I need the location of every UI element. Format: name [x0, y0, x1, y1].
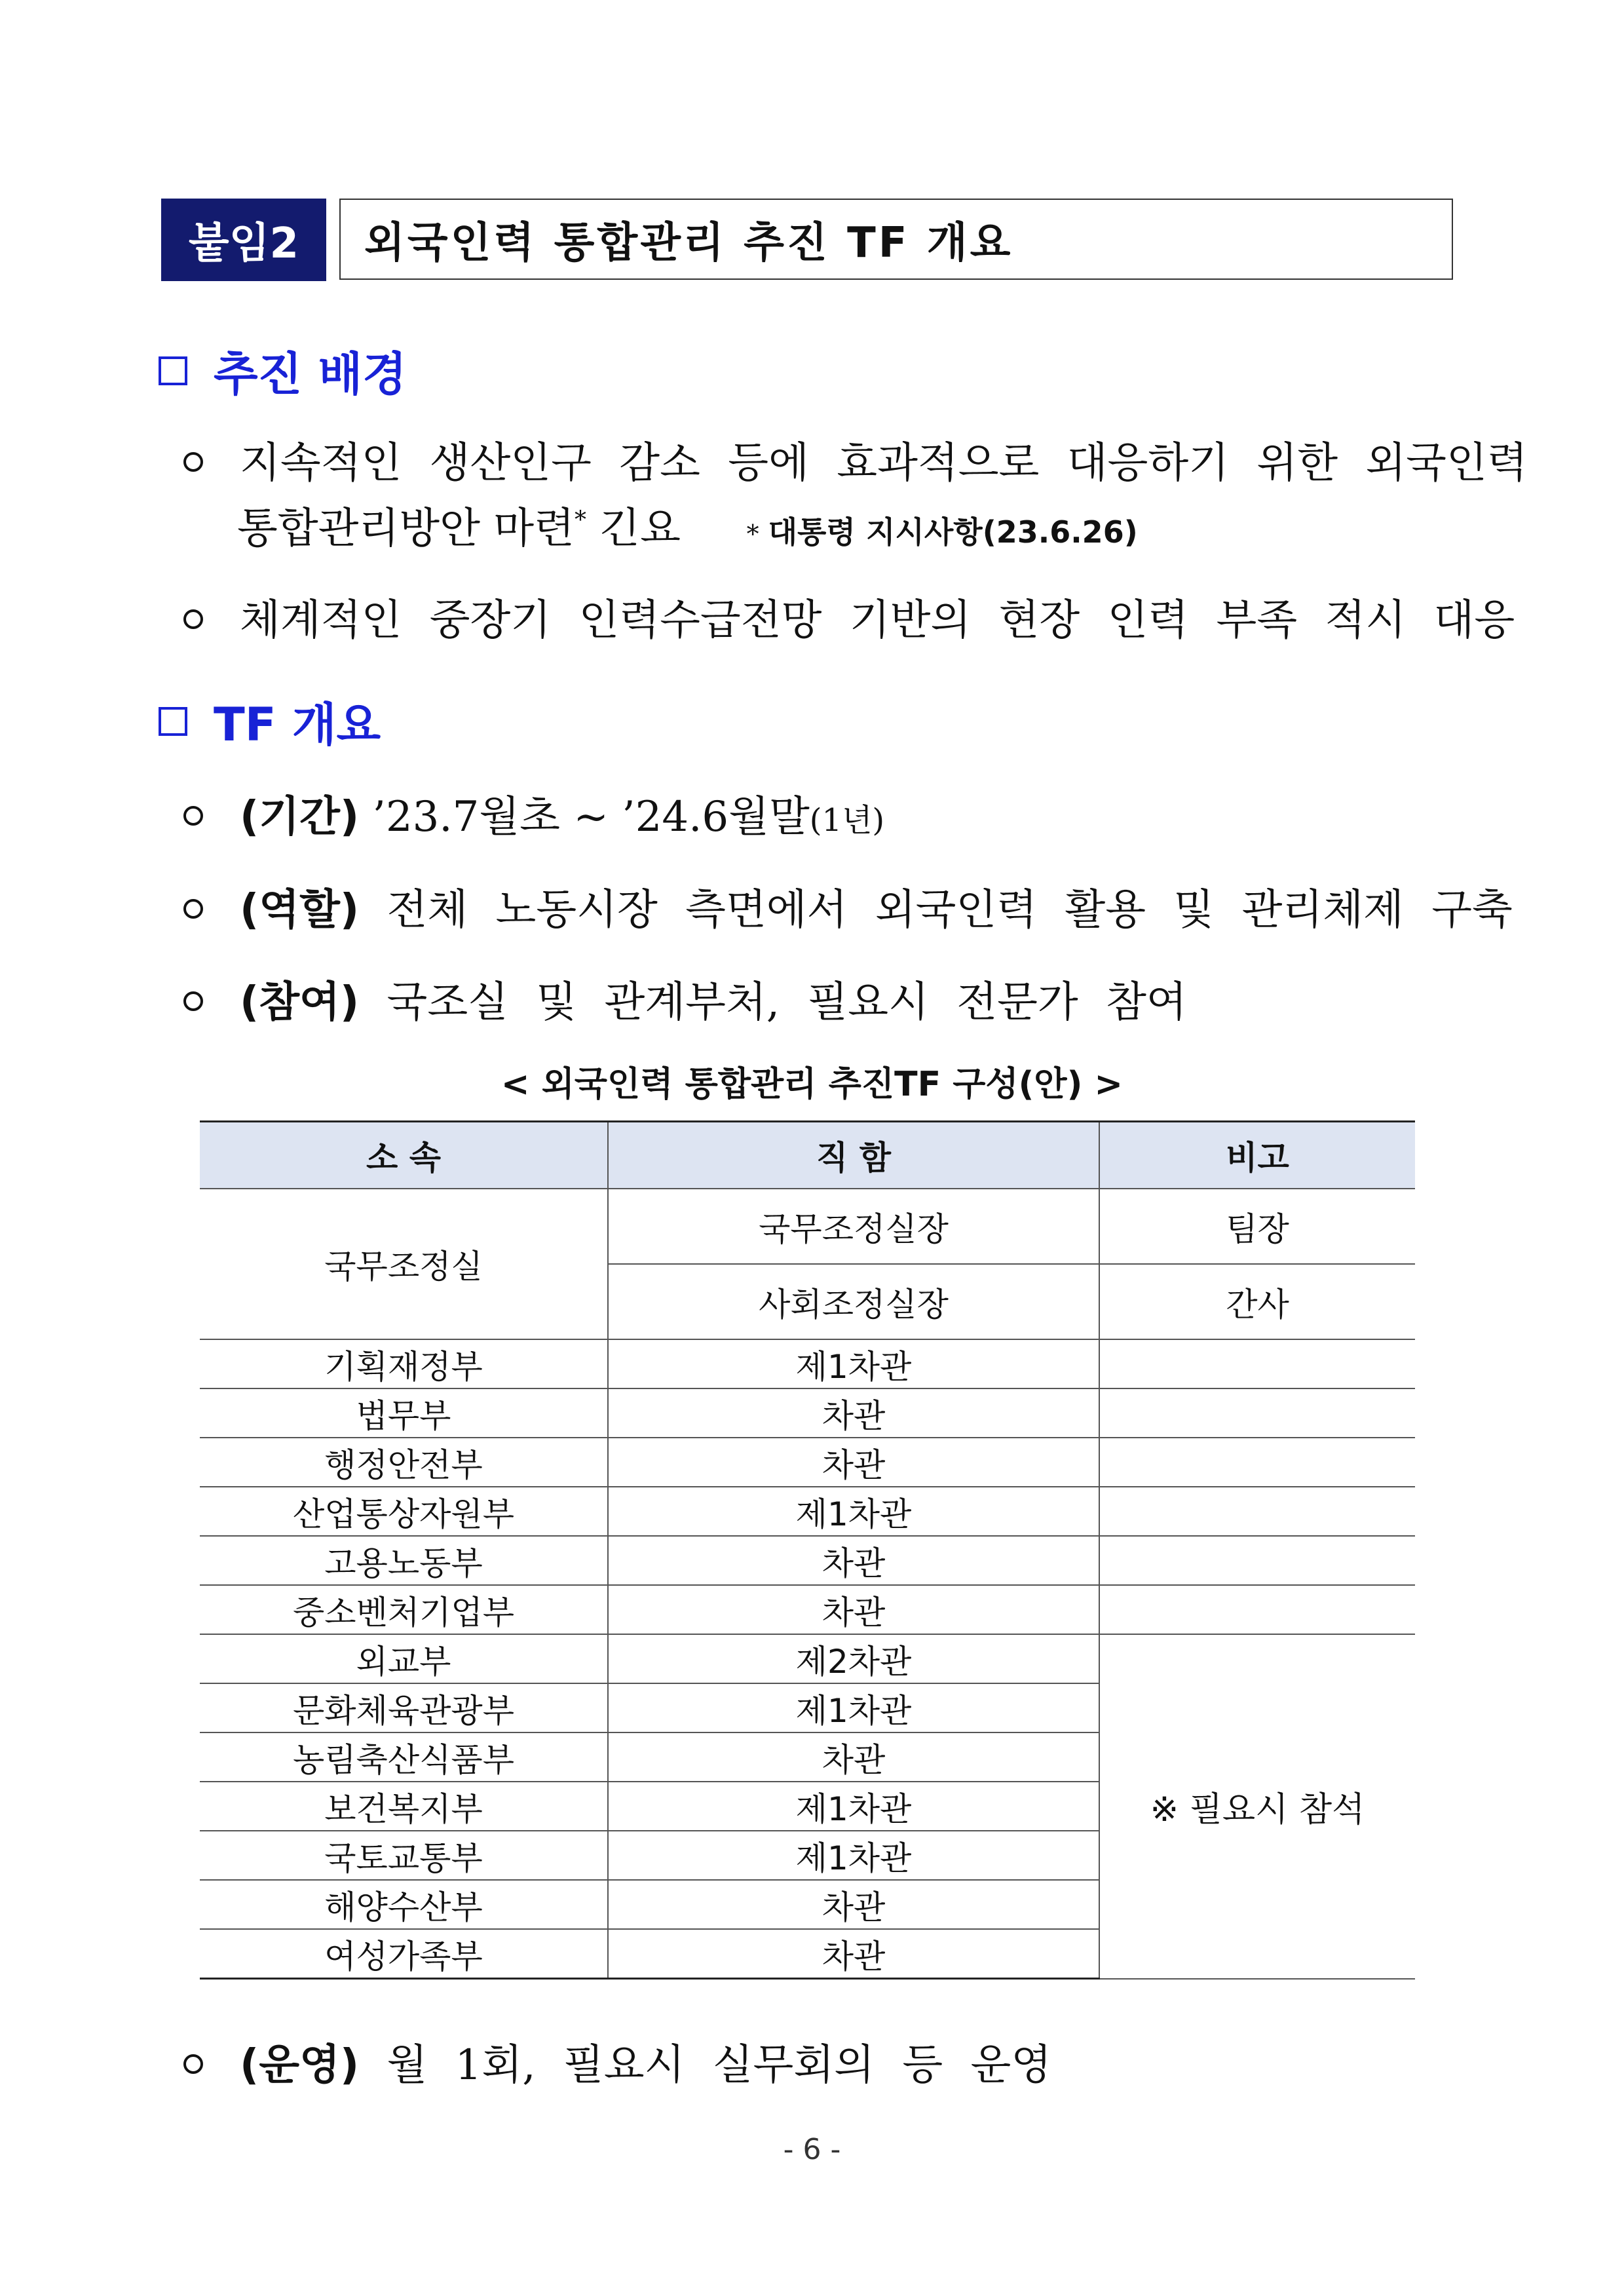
cell-position: 제1차관: [608, 1487, 1099, 1536]
cell-org: 국무조정실: [200, 1189, 608, 1339]
circle-bullet-icon: [183, 806, 203, 826]
bullet-text: 체계적인 중장기 인력수급전망 기반의 현장 인력 부족 적시 대응: [240, 596, 1515, 645]
bullet-text: 월 1회, 필요시 실무회의 등 운영: [359, 2041, 1052, 2090]
cell-note: [1099, 1388, 1415, 1438]
cell-position: 차관: [608, 1585, 1099, 1634]
tf-composition-table: [200, 1120, 1415, 1980]
circle-bullet-icon: [183, 609, 203, 629]
document-title: 외국인력 통합관리 추진 TF 개요: [339, 199, 1453, 280]
cell-note: 팀장: [1099, 1189, 1415, 1264]
footnote-mark: *: [574, 507, 586, 534]
cell-optional-note: ※ 필요시 참석: [1099, 1634, 1415, 1979]
bullet-label: (역할): [240, 886, 360, 934]
cell-note: [1099, 1536, 1415, 1585]
cell-position: 제2차관: [608, 1634, 1099, 1683]
cell-position: 차관: [608, 1388, 1099, 1438]
bullet-background-1-cont: [237, 495, 1138, 555]
header-position: 직 함: [608, 1122, 1099, 1189]
bullet-operation: [183, 2031, 1051, 2092]
cell-position: 차관: [608, 1929, 1099, 1979]
bullet-text: 국조실 및 관계부처, 필요시 전문가 참여: [359, 978, 1187, 1027]
checkbox-square-icon: [159, 707, 187, 736]
bullet-participants: [183, 968, 1187, 1029]
bullet-text: ’23.7월초 ~ ’24.6월말: [359, 793, 810, 841]
cell-org: 행정안전부: [200, 1438, 608, 1487]
circle-bullet-icon: [183, 452, 203, 472]
cell-org: 산업통상자원부: [200, 1487, 608, 1536]
asterisk-icon: *: [746, 520, 759, 548]
cell-note: [1099, 1438, 1415, 1487]
footnote-note: 대통령 지시사항(23.6.26): [768, 514, 1138, 550]
circle-bullet-icon: [183, 991, 203, 1011]
cell-org: 문화체육관광부: [200, 1683, 608, 1732]
section-heading-text: TF 개요: [214, 698, 381, 752]
circle-bullet-icon: [183, 899, 203, 919]
page-number: - 6 -: [783, 2133, 841, 2166]
bullet-label: (참여): [240, 978, 360, 1027]
table-row: [200, 1634, 1415, 1683]
table-row: [200, 1487, 1415, 1536]
cell-note: 간사: [1099, 1264, 1415, 1339]
cell-org: 보건복지부: [200, 1782, 608, 1831]
circle-bullet-icon: [183, 2054, 203, 2074]
section-heading-overview: [159, 688, 381, 754]
bullet-background-1: [183, 429, 1528, 489]
cell-org: 고용노동부: [200, 1536, 608, 1585]
table-header-row: [200, 1122, 1415, 1189]
cell-org: 기획재정부: [200, 1339, 608, 1388]
cell-note: [1099, 1339, 1415, 1388]
table-row: [200, 1339, 1415, 1388]
table-row: [200, 1438, 1415, 1487]
cell-position: 국무조정실장: [608, 1189, 1099, 1264]
table-row: [200, 1536, 1415, 1585]
bullet-text: 통합관리방안 마련: [237, 505, 575, 553]
bullet-role: [183, 876, 1513, 936]
table-caption: < 외국인력 통합관리 추진TF 구성(안) >: [500, 1065, 1124, 1104]
cell-position: 제1차관: [608, 1683, 1099, 1732]
header-org: 소 속: [200, 1122, 608, 1189]
table-row: [200, 1189, 1415, 1264]
cell-org: 외교부: [200, 1634, 608, 1683]
bullet-label: (기간): [240, 793, 360, 841]
section-heading-text: 추진 배경: [214, 347, 407, 401]
section-heading-background: [159, 337, 407, 404]
cell-position: 제1차관: [608, 1831, 1099, 1880]
bullet-background-2: [183, 586, 1515, 647]
table-row: [200, 1585, 1415, 1634]
checkbox-square-icon: [159, 356, 187, 385]
bullet-label: (운영): [240, 2041, 360, 2090]
cell-position: 사회조정실장: [608, 1264, 1099, 1339]
header-note: 비고: [1099, 1122, 1415, 1189]
cell-org: 법무부: [200, 1388, 608, 1438]
cell-position: 제1차관: [608, 1782, 1099, 1831]
cell-org: 여성가족부: [200, 1929, 608, 1979]
cell-position: 차관: [608, 1438, 1099, 1487]
cell-position: 제1차관: [608, 1339, 1099, 1388]
bullet-text: 지속적인 생산인구 감소 등에 효과적으로 대응하기 위한 외국인력: [240, 439, 1528, 488]
cell-org: 국토교통부: [200, 1831, 608, 1880]
cell-org: 농림축산식품부: [200, 1732, 608, 1782]
bullet-note: (1년): [809, 802, 885, 839]
cell-note: [1099, 1585, 1415, 1634]
cell-org: 중소벤처기업부: [200, 1585, 608, 1634]
cell-note: [1099, 1487, 1415, 1536]
bullet-text-tail: 긴요: [586, 505, 681, 553]
cell-position: 차관: [608, 1880, 1099, 1929]
bullet-text: 전체 노동시장 측면에서 외국인력 활용 및 관리체제 구축: [359, 886, 1513, 934]
cell-position: 차관: [608, 1732, 1099, 1782]
bullet-period: [183, 783, 884, 843]
attachment-badge: 붙임2: [161, 199, 326, 281]
cell-position: 차관: [608, 1536, 1099, 1585]
table-row: [200, 1388, 1415, 1438]
cell-org: 해양수산부: [200, 1880, 608, 1929]
